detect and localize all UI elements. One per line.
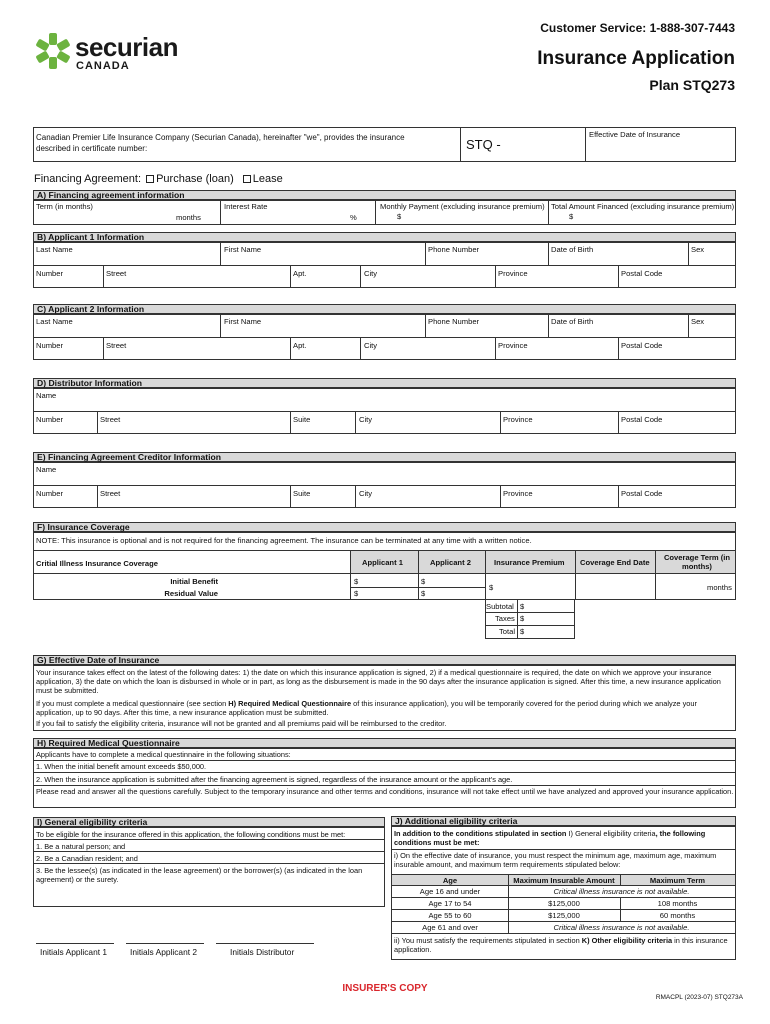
h-line-0: Applicants have to complete a medical questinnaire in the following situations: xyxy=(36,750,291,759)
b-postal: Postal Code xyxy=(621,269,663,278)
c-first-name: First Name xyxy=(224,317,262,326)
initial-benefit-label: Initial Benefit xyxy=(170,577,218,586)
b-phone: Phone Number xyxy=(428,245,480,254)
row-age: Age 55 to 60 xyxy=(428,911,472,920)
d-province: Province xyxy=(503,415,533,424)
b-province: Province xyxy=(498,269,528,278)
form-code: RMACPL (2023-07) STQ273A xyxy=(655,994,743,1001)
row-note: Critical illness insurance is not available. xyxy=(553,923,690,932)
c-postal: Postal Code xyxy=(621,341,663,350)
app1-residual-dollar: $ xyxy=(354,589,359,598)
row-note: Critical illness insurance is not available. xyxy=(553,887,690,896)
logo-sub: CANADA xyxy=(76,60,130,72)
app2-initial-dollar: $ xyxy=(421,577,426,586)
end-date-col: Coverage End Date xyxy=(580,558,650,567)
d-suite: Suite xyxy=(293,415,311,424)
term-label: Term (in months) xyxy=(36,202,93,211)
b-city: City xyxy=(364,269,378,278)
row-age: Age 16 and under xyxy=(419,887,481,896)
term-months: months xyxy=(707,583,732,592)
c-apt: Apt. xyxy=(293,341,307,350)
section-i-header: I) General eligibility criteria xyxy=(33,817,385,827)
taxes-dollar: $ xyxy=(520,614,525,623)
monthly-dollar: $ xyxy=(397,212,402,221)
lease-checkbox[interactable] xyxy=(243,175,251,183)
row-age: Age 17 to 54 xyxy=(428,899,472,908)
c-dob: Date of Birth xyxy=(551,317,594,326)
monthly-label: Monthly Payment (excluding insurance premium) xyxy=(380,202,545,211)
th-max-amount: Maximum Insurable Amount xyxy=(513,876,615,885)
e-street: Street xyxy=(100,489,121,498)
total-label: Total xyxy=(499,627,516,636)
b-sex: Sex xyxy=(691,245,705,254)
i-line-2: 2. Be a Canadian resident; and xyxy=(36,854,138,863)
j-line-2: ii) You must satisfy the requirements stipulated in section K) Other eligibility criteria in this insurance application. xyxy=(394,936,728,954)
residual-value-label: Residual Value xyxy=(164,589,218,598)
customer-service: Customer Service: 1-888-307-7443 xyxy=(540,21,735,35)
e-name: Name xyxy=(36,465,57,474)
c-last-name: Last Name xyxy=(36,317,73,326)
section-e-header: E) Financing Agreement Creditor Information xyxy=(33,452,736,462)
total-dollar: $ xyxy=(569,212,574,221)
i-line-3: 3. Be the lessee(s) (as indicated in the lease agreement) or the borrower(s) (as indicated in the loan agreement) or the surety. xyxy=(36,866,363,884)
premium-col: Insurance Premium xyxy=(494,558,565,567)
ci-coverage-label: Critial Illness Insurance Coverage xyxy=(36,559,158,568)
section-b-header: B) Applicant 1 Information xyxy=(33,232,736,242)
section-j-header: J) Additional eligibility criteria xyxy=(391,816,736,826)
b-first-name: First Name xyxy=(224,245,262,254)
section-g-header: G) Effective Date of Insurance xyxy=(33,655,736,665)
row-amount: $125,000 xyxy=(548,911,580,920)
financing-agreement xyxy=(34,173,283,185)
g-para-2: If you must complete a medical questionnaire (see section H) Required Medical Questionnaire of this insurance application), you will be temporarily covered for the period during which we analyze your application, up to 90 days. After this time, a new insurance application must be submitted. xyxy=(36,699,697,717)
initials-applicant-1[interactable]: Initials Applicant 1 xyxy=(40,947,108,957)
row-amount: $125,000 xyxy=(548,899,580,908)
lease-label: Lease xyxy=(252,173,283,185)
applicant2-col: Applicant 2 xyxy=(430,558,471,567)
initials-applicant-2[interactable]: Initials Applicant 2 xyxy=(130,947,198,957)
row-term: 108 months xyxy=(657,899,698,908)
subtotal-dollar: $ xyxy=(520,602,525,611)
h-line-3: Please read and answer all the questions carefully. Subject to the temporary insurance and other terms and conditions, insurance will not take effect until we have analyzed and approved your insurance application. xyxy=(36,787,734,796)
d-number: Number xyxy=(36,415,64,424)
i-line-0: To be eligible for the insurance offered in this application, the following conditions must be met: xyxy=(36,830,346,839)
logo-word: securian xyxy=(75,32,178,62)
row-age: Age 61 and over xyxy=(422,923,478,932)
e-suite: Suite xyxy=(293,489,311,498)
stq-field[interactable]: STQ - xyxy=(466,137,501,152)
h-line-1: 1. When the initial benefit amount exceeds $50,000. xyxy=(36,762,207,771)
purchase-checkbox[interactable] xyxy=(146,175,154,183)
i-line-1: 1. Be a natural person; and xyxy=(36,842,126,851)
c-sex: Sex xyxy=(691,317,705,326)
subtotal-label: Subtotal xyxy=(486,602,514,611)
row-term: 60 months xyxy=(659,911,696,920)
f-note: NOTE: This insurance is optional and is not required for the financing agreement. The insurance can be terminated at any time with a written notice. xyxy=(36,536,532,545)
securian-logo xyxy=(33,31,203,73)
b-last-name: Last Name xyxy=(36,245,73,254)
plan-title: Plan STQ273 xyxy=(649,77,735,93)
pct-unit: % xyxy=(350,213,357,222)
section-a-header: A) Financing agreement information xyxy=(33,190,736,200)
h-line-2: 2. When the insurance application is submitted after the financing agreement is signed, regardless of the insurance amount or the applicant's age. xyxy=(36,775,513,784)
c-number: Number xyxy=(36,341,64,350)
th-age: Age xyxy=(442,876,458,885)
interest-label: Interest Rate xyxy=(224,202,268,211)
page-title: Insurance Application xyxy=(537,48,735,69)
g-para-1: Your insurance takes effect on the latest of the following dates: 1) the date on which this insurance application is signed, 2) if a medical questionnaire is required, the date on which we approve your insurance application, 3) the date on which the loan is disbursed in whole or in part, as long as the disbursement is made in the 90 days after the insurance application is signed. After this time, a new insurance application must be submitted. xyxy=(36,668,721,695)
section-c-header: C) Applicant 2 Information xyxy=(33,304,736,314)
e-city: City xyxy=(359,489,373,498)
c-province: Province xyxy=(498,341,528,350)
app2-residual-dollar: $ xyxy=(421,589,426,598)
c-phone: Phone Number xyxy=(428,317,480,326)
d-postal: Postal Code xyxy=(621,415,663,424)
j-line-1: i) On the effective date of insurance, you must respect the minimum age, maximum age, maximum insurable amount, and maximum term requirements stipulated below: xyxy=(394,851,717,869)
g-para-3: If you fail to satisfy the eligibility criteria, insurance will not be granted and all premiums paid will be reimbursed to the creditor. xyxy=(36,719,447,728)
initials-distributor[interactable]: Initials Distributor xyxy=(230,947,295,957)
c-city: City xyxy=(364,341,378,350)
logo-mark-icon xyxy=(33,31,73,71)
d-street: Street xyxy=(100,415,121,424)
d-city: City xyxy=(359,415,373,424)
section-h-header: H) Required Medical Questionnaire xyxy=(33,738,736,748)
term-col: Coverage Term (in months) xyxy=(663,553,731,571)
b-number: Number xyxy=(36,269,64,278)
section-f-header: F) Insurance Coverage xyxy=(33,522,736,532)
purchase-label: Purchase (loan) xyxy=(156,173,234,185)
b-dob: Date of Birth xyxy=(551,245,594,254)
effective-date-label: Effective Date of Insurance xyxy=(589,130,681,139)
applicant1-col: Applicant 1 xyxy=(362,558,403,567)
e-province: Province xyxy=(503,489,533,498)
b-street: Street xyxy=(106,269,127,278)
j-line-0: In addition to the conditions stipulated in section I) General eligibility criteria, the following conditions must be met: xyxy=(394,829,706,847)
e-postal: Postal Code xyxy=(621,489,663,498)
c-street: Street xyxy=(106,341,127,350)
section-d-header: D) Distributor Information xyxy=(33,378,736,388)
insurers-copy: INSURER'S COPY xyxy=(342,983,428,994)
b-apt: Apt. xyxy=(293,269,307,278)
e-number: Number xyxy=(36,489,64,498)
taxes-label: Taxes xyxy=(495,614,515,623)
total-dollar: $ xyxy=(520,627,525,636)
premium-dollar: $ xyxy=(489,583,494,592)
months-unit: months xyxy=(176,213,201,222)
app1-initial-dollar: $ xyxy=(354,577,359,586)
total-financed-label: Total Amount Financed (excluding insurance premium) xyxy=(551,202,735,211)
d-name: Name xyxy=(36,391,57,400)
th-max-term: Maximum Term xyxy=(649,876,706,885)
intro-text: Canadian Premier Life Insurance Company (Securian Canada), hereinafter "we", provides the insurance described in certificate number: xyxy=(36,133,405,153)
financing-label: Financing Agreement: xyxy=(34,173,142,185)
